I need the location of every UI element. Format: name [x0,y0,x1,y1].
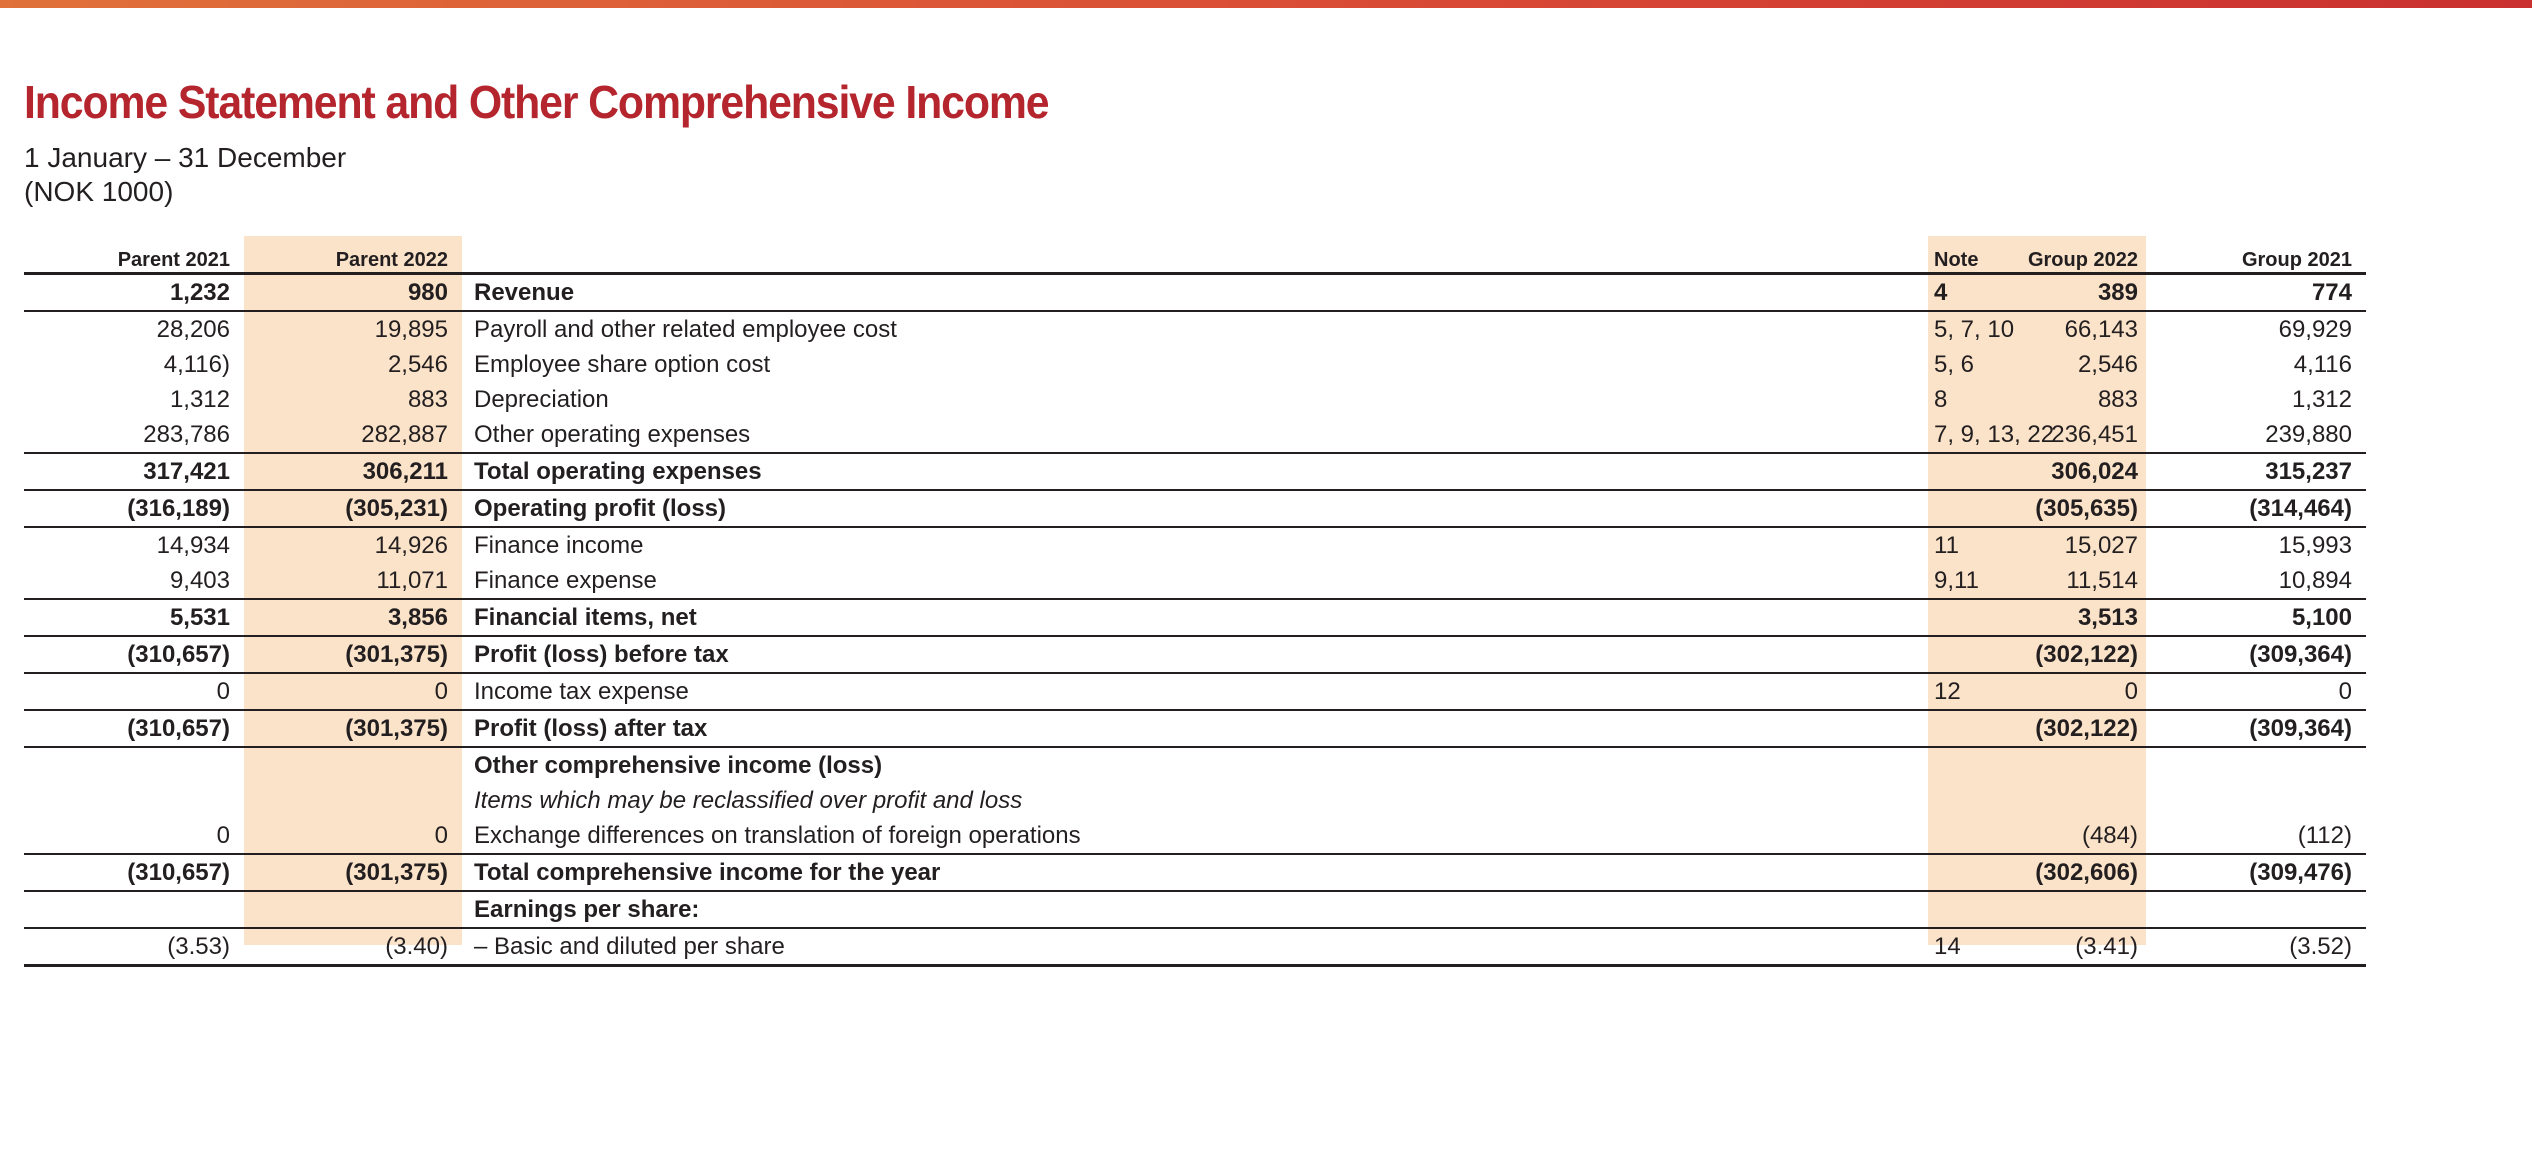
line-item-label: – Basic and diluted per share [462,928,1934,966]
table-row [24,818,2366,854]
group-2021-cell: (309,476) [2152,854,2366,891]
line-item-label: Depreciation [474,385,609,413]
group-2022-cell: 389 [1934,274,2152,312]
parent-2021-cell: (310,657) [24,710,244,747]
parent-2021-cell: (316,189) [24,490,244,527]
group-2021-cell: 69,929 [2278,315,2352,343]
line-item-label: Finance expense [462,563,1934,599]
parent-2021-cell: 1,312 [169,385,230,413]
table-row: (3.53) (3.40) – Basic and diluted per share 14 (3.41) (3.52) [24,928,2366,966]
group-2022-cell: (3.41) [1934,928,2152,966]
line-item-label: Profit (loss) before tax [462,636,1934,673]
group-2021-cell: (309,364) [2152,636,2366,673]
parent-2022-cell [244,891,462,928]
group-2022-cell: 306,024 [1934,453,2152,490]
parent-2022-cell: 11,071 [244,563,462,599]
parent-2021-cell: 28,206 [156,315,230,343]
line-item-label: Exchange differences on translation of foreign operations [462,818,1934,854]
group-2022-cell [1934,747,2152,783]
group-2022-cell: (302,606) [1934,854,2152,891]
group-2021-cell: 239,880 [2152,417,2366,453]
parent-2021-cell: 0 [24,818,244,854]
top-accent-bar [0,0,2532,8]
table-row [24,891,2366,928]
group-2021-cell: 1,312 [2291,385,2352,413]
income-statement-table [24,236,2366,967]
parent-2021-cell [24,747,244,783]
parent-2021-cell: 1,232 [24,274,244,312]
group-2022-cell: 2,546 [2077,350,2138,378]
line-item-label: Other operating expenses [462,417,1934,453]
line-item-label: Payroll and other related employee cost [474,315,897,343]
group-2022-cell: 0 [1934,673,2152,710]
table-row: 14,934 14,926 Finance income 11 15,027 15,993 [24,527,2366,563]
parent-2022-cell: (301,375) [244,854,462,891]
group-2022-cell: 3,513 [1934,599,2152,636]
group-2022-cell: 236,451 [1934,417,2152,453]
table-row [24,854,2366,891]
line-item-label: Total operating expenses [462,453,1934,490]
group-2022-cell: 66,143 [2064,315,2138,343]
parent-2021-cell: 317,421 [24,453,244,490]
parent-2021-cell: (3.53) [24,928,244,966]
parent-2022-cell: 3,856 [244,599,462,636]
group-2022-cell: 883 [2097,385,2138,413]
group-2022-cell [1934,891,2152,928]
line-item-label: Other comprehensive income (loss) [474,751,883,779]
table-row: 1,312 883 Depreciation 8 883 1,312 [24,382,2366,417]
table-row [24,710,2366,747]
line-item-label: Employee share option cost [474,350,771,378]
group-2021-cell: 5,100 [2152,599,2366,636]
parent-2022-cell: (301,375) [244,710,462,747]
group-2021-cell: (309,364) [2152,710,2366,747]
line-item-label: Earnings per share: [462,891,1934,928]
table-row [24,490,2366,527]
parent-2021-cell: (310,657) [24,854,244,891]
parent-2021-cell [24,783,244,818]
group-2021-cell [2152,747,2366,783]
parent-2021-cell: 4,116) [163,350,230,378]
header-group-2021: Group 2021 [2152,236,2366,274]
group-2021-cell: 10,894 [2152,563,2366,599]
parent-2022-cell [244,783,462,818]
parent-2021-cell [24,891,244,928]
table-row: 283,786 282,887 Other operating expenses 7, 9, 13, 22 236,451 239,880 [24,417,2366,453]
table-row: 28,206 19,895 Payroll and other related employee cost 5, 7, 10 66,143 69,929 [24,311,2366,347]
parent-2021-cell: 283,786 [24,417,244,453]
group-2022-cell [1934,783,2152,818]
line-item-label: Items which may be reclassified over profit and loss [474,786,1023,814]
parent-2022-cell: 306,211 [244,453,462,490]
group-2021-cell: 15,993 [2278,531,2352,559]
parent-2022-cell: 19,895 [374,315,448,343]
parent-2022-cell: 2,546 [387,350,448,378]
line-item-label: Total comprehensive income for the year [462,854,1934,891]
parent-2022-cell: 883 [407,385,448,413]
parent-2022-cell: 14,926 [374,531,448,559]
group-2022-cell: 15,027 [2064,531,2138,559]
line-item-label: Operating profit (loss) [462,490,1934,527]
group-2021-cell [2152,783,2366,818]
group-2022-cell: (484) [1934,818,2152,854]
group-2022-cell: 11,514 [1934,563,2152,599]
table-row: 9,403 11,071 Finance expense 9,11 11,514 10,894 [24,563,2366,599]
table-row [24,599,2366,636]
table-row: 4,116) 2,546 Employee share option cost 5, 6 2,546 4,116 [24,347,2366,382]
header-parent-2022: Parent 2022 [244,236,462,274]
table-row [24,453,2366,490]
line-item-label: Finance income [474,531,644,559]
unit-subtitle: (NOK 1000) [24,176,174,207]
group-2021-cell: (112) [2152,818,2366,854]
parent-2021-cell: (310,657) [24,636,244,673]
parent-2021-cell: 5,531 [24,599,244,636]
header-parent-2021: Parent 2021 [24,236,244,274]
parent-2022-cell: 980 [244,274,462,312]
parent-2022-cell: (3.40) [244,928,462,966]
parent-2021-cell: 9,403 [24,563,244,599]
table-row: 0 0 Income tax expense 12 0 0 [24,673,2366,710]
parent-2022-cell: (301,375) [244,636,462,673]
page-title: Income Statement and Other Comprehensive Income [24,76,1049,128]
group-2021-cell: 315,237 [2152,453,2366,490]
table-row [24,636,2366,673]
line-item-label: Income tax expense [462,673,1934,710]
group-2022-cell: (305,635) [1934,490,2152,527]
table-row [24,747,2366,783]
parent-2022-cell: 0 [244,818,462,854]
period-subtitle: 1 January – 31 December [24,142,347,173]
parent-2022-cell: 0 [244,673,462,710]
table-row: 1,232 980 Revenue 4 389 774 [24,274,2366,312]
parent-2022-cell: (305,231) [244,490,462,527]
group-2021-cell: (3.52) [2152,928,2366,966]
parent-2021-cell: 14,934 [156,531,230,559]
line-item-label: Profit (loss) after tax [462,710,1934,747]
group-2022-cell: (302,122) [1934,710,2152,747]
line-item-label: Revenue [462,274,1934,312]
group-2022-cell: (302,122) [1934,636,2152,673]
group-2021-cell: 0 [2152,673,2366,710]
line-item-label: Financial items, net [462,599,1934,636]
parent-2021-cell: 0 [24,673,244,710]
group-2021-cell: 4,116 [2293,350,2352,378]
parent-2022-cell [244,747,462,783]
header-group-2022: Group 2022 [1934,236,2152,274]
table-header-row: Parent 2021 Parent 2022 Note Group 2022 Group 2021 [24,236,2366,274]
table-row [24,783,2366,818]
header-label [462,236,1934,274]
group-2021-cell [2152,891,2366,928]
group-2021-cell: (314,464) [2152,490,2366,527]
parent-2022-cell: 282,887 [244,417,462,453]
group-2021-cell: 774 [2152,274,2366,312]
